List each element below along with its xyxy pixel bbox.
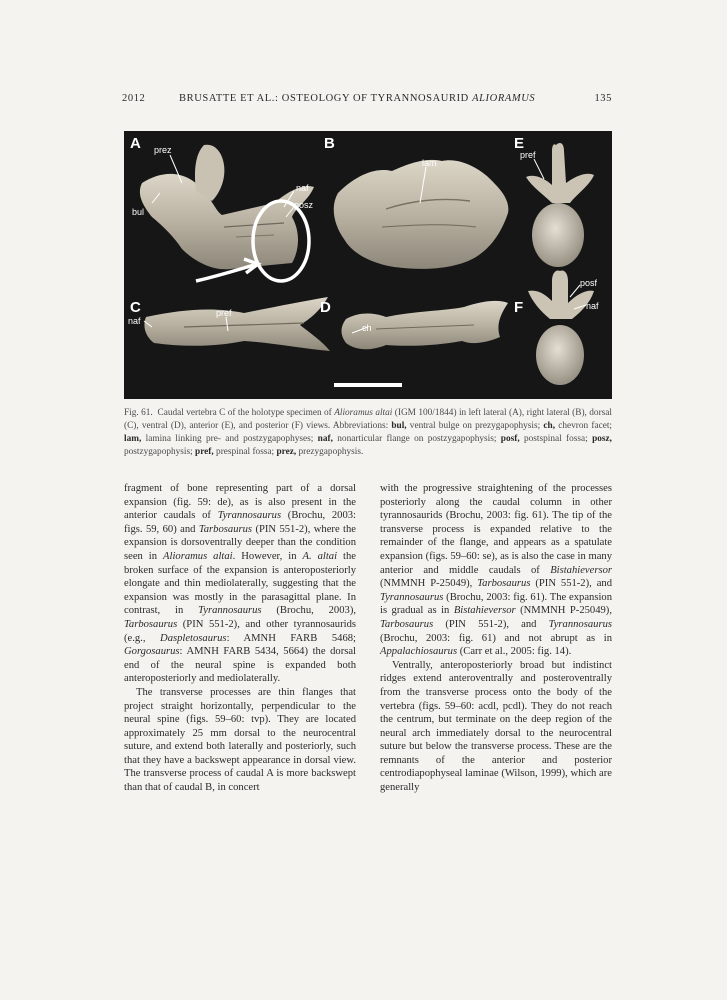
rc1-run: with the progressive straightening of the processes posteriorly along the caudal column in other tyrannosaurids (Brochu, 2003: fig. 61). The tip of the transverse process is expanded relative to the remainder of the flange, and appears as a spatulate expansion (figs. 59–60: se), as is also the case in many anterior and middle caudals of: [380, 483, 612, 576]
abbr-term: posf,: [500, 434, 520, 444]
label-prez: prez: [154, 145, 172, 155]
left-paragraph-2: [124, 686, 356, 795]
rc1-run: Tyrannosaurus: [380, 591, 444, 603]
abbr-term: lam,: [124, 434, 142, 444]
rc1-run: (PIN 551-2), and: [530, 578, 612, 590]
rc1-run: Tarbosaurus: [477, 578, 531, 590]
header-year: 2012: [122, 93, 146, 104]
abbr-term: bul,: [391, 421, 407, 431]
lc1-run: Tarbosaurus: [124, 618, 178, 630]
abbr-term: naf,: [317, 434, 333, 444]
header-title: BRUSATTE ET AL.: OSTEOLOGY OF TYRANNOSAURID ALIORAMUS: [179, 93, 536, 104]
rc1-run: (NMMNH P-25049),: [515, 605, 612, 617]
label-ch: ch: [362, 323, 372, 333]
abbr-term: ch,: [543, 421, 556, 431]
label-naf-f: naf: [586, 301, 599, 311]
caption-number: Fig. 61.: [124, 408, 153, 418]
panel-label-c: C: [130, 299, 141, 316]
lc1-run: : AMNH FARB 5434, 5664) the dorsal end of the neural spine is expanded both anteroposteriorly and mediolaterally.: [124, 646, 356, 685]
abbr-definition: postspinal fossa;: [519, 434, 593, 444]
panel-label-d: D: [320, 299, 331, 316]
lc1-run: (PIN 551-2), and other tyrannosaurids (e.g.,: [124, 618, 356, 644]
rc1-run: Bistahieversor: [550, 564, 612, 576]
abbr-definition: ventral bulge on prezygapophysis;: [406, 421, 544, 431]
lc1-run: (Brochu, 2003),: [261, 605, 356, 617]
body-column-left: [124, 482, 356, 795]
rc1-run: (PIN 551-2), and: [433, 618, 549, 630]
right-paragraph-2: [380, 659, 612, 795]
lc1-run: Gorgosaurus: [124, 646, 180, 658]
abbr-definition: nonarticular flange on postzygapophysis;: [332, 434, 501, 444]
lc1-run: Tarbosaurus: [198, 523, 253, 535]
lc1-run: fragment of bone representing part of a dorsal expansion (fig. 59: de), as is also present in the anterior caudals of: [124, 483, 356, 522]
label-posf: posf: [580, 278, 598, 288]
rc1-run: Tyrannosaurus: [548, 618, 612, 630]
caption-text-2: (IGM 100/1844) in left lateral (A), right lateral (B), dorsal (C), ventral (D), anterior (E), and posterior (F) views. Abbreviations:: [124, 408, 612, 431]
label-pref-e: pref: [520, 150, 536, 160]
rc1-run: (Carr et al., 2005: fig. 14).: [457, 646, 572, 658]
left-paragraph-1: [124, 482, 356, 686]
panel-label-a: A: [130, 135, 141, 152]
abbr-definition: postzygapophysis;: [124, 447, 196, 457]
header-title-italic: ALIORAMUS: [472, 93, 536, 104]
label-posz: posz: [294, 200, 314, 210]
abbr-term: posz,: [592, 434, 612, 444]
lc1-run: . However, in: [232, 550, 303, 562]
caption-text-1: Caudal vertebra C of the holotype specimen of: [157, 408, 335, 418]
label-naf-a: naf: [296, 183, 309, 193]
lc1-run: Daspletosaurus: [160, 632, 227, 644]
abbr-definition: prezygapophysis.: [296, 447, 364, 457]
scale-bar: [334, 383, 402, 387]
label-bul: bul: [132, 207, 145, 217]
lc2-run: The transverse processes are thin flanges that project straight horizontally, perpendicular to the neural spine (figs. 59–60: tvp). They are located approximately 25 mm dorsal to the neurocentral suture, and extend both laterally and posteriorly, such that they have a backswept appearance in dorsal view. The transverse process of caudal A is more backswept than that of caudal B, in concert: [124, 686, 356, 794]
abbr-term: pref,: [195, 447, 214, 457]
abbr-definition: prespinal fossa;: [213, 447, 277, 457]
lc1-run: A. altai: [302, 550, 338, 562]
rc1-run: Tarbosaurus: [380, 618, 434, 630]
panel-label-f: F: [514, 299, 524, 316]
lc1-run: the broken surface of the expansion is anteroposteriorly elongate and thin mediolaterally, suggesting that the expansion was mostly in the parasagittal plane. In contrast, in: [124, 550, 356, 617]
label-pref-c: pref: [216, 308, 232, 318]
lc1-run: (Brochu, 2003: figs. 59, 60) and: [124, 510, 356, 535]
abbr-definition: lamina linking pre- and postzygapophyses;: [141, 434, 318, 444]
rc1-run: Bistahieversor: [453, 605, 516, 617]
rc1-run: (Brochu, 2003: fig. 61) and not abrupt as in: [380, 632, 612, 644]
lc1-run: : AMNH FARB 5468;: [226, 632, 356, 644]
caption-taxon: Alioramus altai: [334, 408, 393, 418]
figure-caption: [124, 407, 612, 459]
panel-label-e: E: [514, 135, 525, 152]
label-lam: lam: [422, 158, 437, 168]
abbr-definition: chevron facet;: [555, 421, 612, 431]
lc1-run: Tyrannosaurus: [198, 605, 262, 617]
page-number: 135: [594, 93, 612, 104]
lc1-run: (PIN 551-2), where the expansion is dorsoventrally deeper than the condition seen in: [124, 523, 356, 562]
figure-61: [124, 131, 612, 399]
rc1-run: Appalachiosaurus: [380, 646, 458, 658]
figure-61-photo: [124, 131, 612, 399]
panel-label-b: B: [324, 135, 335, 152]
abbr-term: prez,: [276, 447, 297, 457]
label-naf-c: naf: [128, 316, 141, 326]
lc1-run: Tyrannosaurus: [217, 510, 282, 522]
right-paragraph-1: [380, 482, 612, 659]
rc1-run: (NMMNH P-25049),: [380, 578, 478, 590]
rc2-run: Ventrally, anteroposteriorly broad but indistinct ridges extend anteroventrally and posteroventrally from the transverse process onto the body of the vertebra (figs. 59–60: acdl, pcdl). They do not reach the centrum, but terminate on the deep region of the neural arch immediately dorsal to the neurocentral suture but below the transverse process. These are the remnants of the anterior and posterior centrodiapophyseal laminae (Wilson, 1999), which are generally: [380, 659, 612, 794]
lc1-run: Alioramus altai: [163, 550, 233, 562]
body-column-right: [380, 482, 612, 795]
rc1-run: (Brochu, 2003: fig. 61). The expansion is gradual as in: [380, 591, 612, 617]
